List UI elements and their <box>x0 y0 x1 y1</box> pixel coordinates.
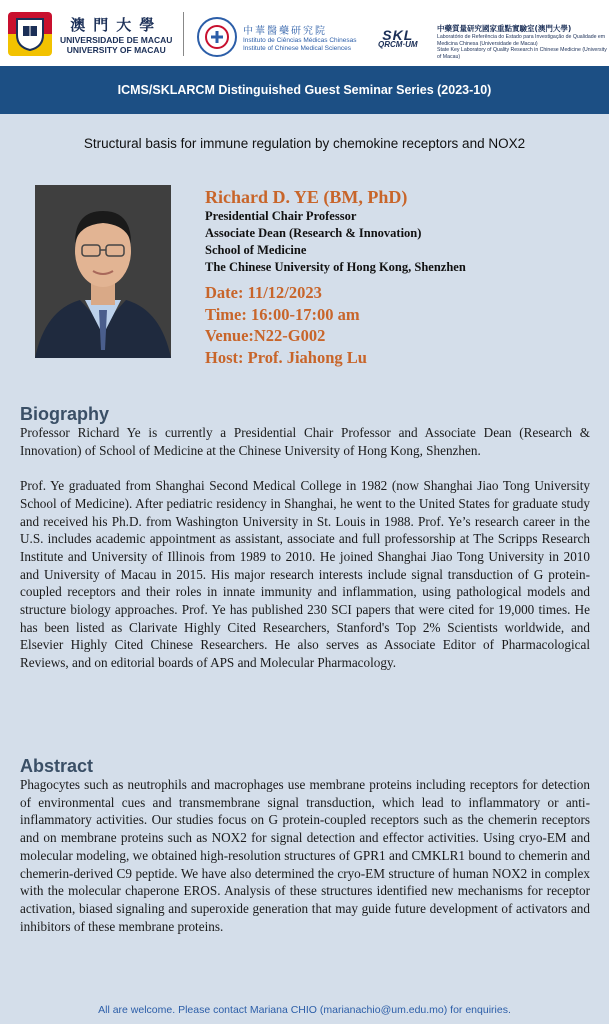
speaker-school: School of Medicine <box>205 243 307 257</box>
lab-name <box>437 24 607 60</box>
speaker-title: Presidential Chair Professor <box>205 209 357 223</box>
biography-paragraph: Professor Richard Ye is currently a Presidential Chair Professor and Associate Dean (Research & Innovation) of School of Medicine at the Chinese University of Hong Kong, Shenzhen. <box>20 425 590 458</box>
header <box>0 0 609 66</box>
um-logo <box>8 12 172 56</box>
biography-paragraph: Prof. Ye graduated from Shanghai Second Medical College in 1982 (now Shanghai Jiao Tong University School of Medicine). After pediatric residency in Shanghai, he went to the United States for graduate study and received his Ph.D. from Washington University in St. Louis in 1988. Prof. Ye’s research career in the U.S. includes academic appointment as assistant, associate and full professorship at The Scripps Research Institute and University of Illinois from 1989 to 2010. He joined Shanghai Jiao Tong University in 2010 and University of Macau in 2015. His major research interests include signal transduction of G protein-coupled receptors and their roles in innate immunity and inflammation, using pathological models and structure biology approaches. Prof. Ye has published 230 SCI papers that were cited for 19,000 times. He has been listed as Clarivate Highly Cited Researchers, Stanford's Top 2% Scientists worldwide, and Elsevier Highly Cited Chinese Researchers. He also serves as Associate Editor of Pharmacological Reviews, and on editorial boards of APS and Molecular Pharmacology. <box>20 478 590 671</box>
um-chinese-name: 澳門大學 <box>70 15 163 34</box>
speaker-name: Richard D. YE (BM, PhD) <box>205 187 408 207</box>
abstract-heading: Abstract <box>20 756 94 776</box>
event-host: Host: Prof. Jiahong Lu <box>205 347 367 367</box>
icms-emblem-icon <box>197 17 237 57</box>
lab-portuguese-name: Laboratório de Referência do Estado para Investigação de Qualidade em Medicina Chinesa (Universidade de Macau) <box>437 34 606 47</box>
um-crest-icon <box>8 12 52 56</box>
biography-heading: Biography <box>20 404 110 424</box>
footer-contact: All are welcome. Please contact Mariana CHIO (marianachio@um.edu.mo) for enquiries. <box>98 1004 511 1016</box>
um-portuguese-name: UNIVERSIDADE DE MACAU <box>60 34 173 45</box>
event-date: Date: 11/12/2023 <box>205 283 322 302</box>
icms-english-name: Institute of Chinese Medical Sciences <box>243 44 352 52</box>
icms-logo <box>197 17 356 57</box>
talk-title: Structural basis for immune regulation by chemokine receptors and NOX2 <box>83 136 526 151</box>
skl-mark-text: SKL <box>382 27 414 43</box>
skl-sub-text: QRCM·UM <box>378 40 418 49</box>
series-banner-text: ICMS/SKLARCM Distinguished Guest Seminar Series (2023-10) <box>117 83 492 97</box>
skl-logo <box>378 27 418 50</box>
um-english-name: UNIVERSITY OF MACAU <box>66 44 166 55</box>
abstract-paragraph: Phagocytes such as neutrophils and macrophages use membrane proteins including receptors for detection of environmental cues and transmembrane signal transduction, which lead to inflammatory or anti-inflammatory activities. Our studies focus on G protein-coupled receptors such as the chemerin receptors and on membrane proteins such as NOX2 for signal detection and effector activities. Using cryo-EM and molecular modeling, we obtained high-resolution structures of GPR1 and CMKLR1 bound to chemerin and chemerin-derived C9 peptide. We have also determined the cryo-EM structure of human NOX2 in complex with the molecular chaperone EROS. Analysis of these structures identified new mechanisms for receptor activation, biased signaling and superoxide generation that may guide future development of activators and inhibitors of these membrane proteins. <box>20 777 590 934</box>
biography-section <box>20 404 590 672</box>
abstract-section <box>20 756 590 935</box>
speaker-university: The Chinese University of Hong Kong, Shenzhen <box>205 260 466 274</box>
speaker-position: Associate Dean (Research & Innovation) <box>205 226 422 240</box>
icms-chinese-name: 中華醫藥研究院 <box>243 25 327 37</box>
header-divider <box>183 12 184 56</box>
speaker-info <box>205 186 466 368</box>
event-time: Time: 16:00-17:00 am <box>205 304 360 324</box>
lab-english-name: State Key Laboratory of Quality Research in Chinese Medicine (University of Macau) <box>437 47 607 60</box>
lab-chinese-name: 中藥質量研究國家重點實驗室(澳門大學) <box>437 24 572 33</box>
series-banner <box>0 66 609 114</box>
speaker-photo <box>35 185 171 358</box>
event-venue: Venue:N22-G002 <box>205 326 326 345</box>
icms-portuguese-name: Instituto de Ciências Médicas Chinesas <box>243 36 357 44</box>
